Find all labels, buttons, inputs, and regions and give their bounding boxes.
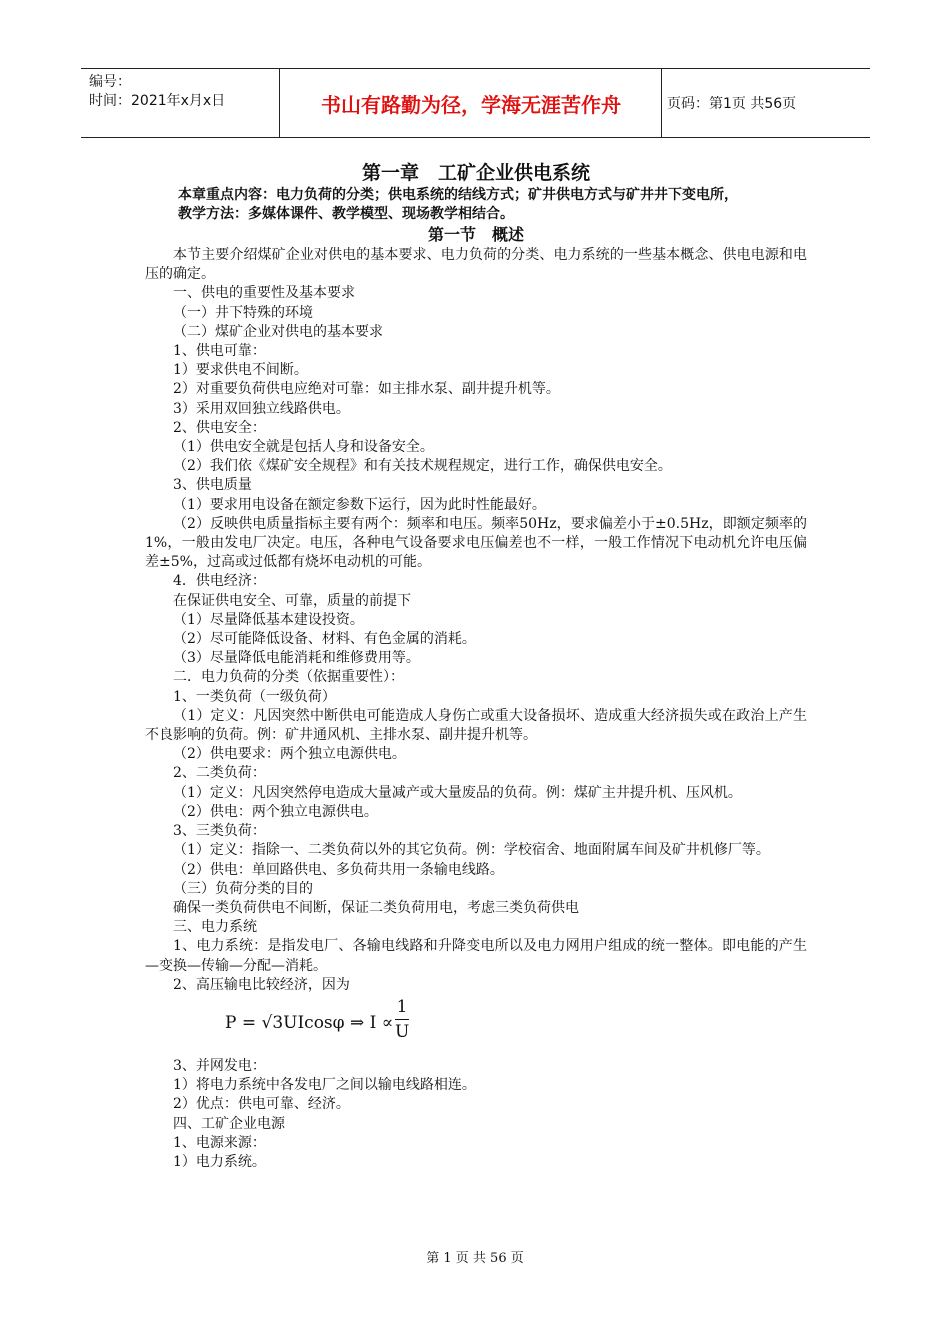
paragraph: （一）井下特殊的环境 (173, 304, 313, 321)
chapter-title: 第一章 工矿企业供电系统 (361, 162, 590, 184)
formula-expression: P = √3UIcosφ ⇒ I ∝ (225, 1012, 394, 1033)
paragraph: 本节主要介绍煤矿企业对供电的基本要求、电力负荷的分类、电力系统的一些基本概念、供电电源和电压的确定。 (145, 247, 807, 283)
paragraph: 3）采用双回独立线路供电。 (173, 400, 350, 417)
paragraph: （2）供电：两个独立电源供电。 (173, 803, 378, 820)
key-points: 本章重点内容：电力负荷的分类；供电系统的结线方式；矿井供电方式与矿井井下变电所， (178, 187, 738, 203)
paragraph: （3）尽量降低电能消耗和维修费用等。 (173, 650, 420, 667)
time-label: 时间：2021年x月x日 (89, 93, 226, 109)
formula-numerator: 1 (396, 996, 408, 1017)
paragraph: （2）尽可能降低设备、材料、有色金属的消耗。 (173, 631, 476, 648)
paragraph: 3、供电质量 (173, 477, 252, 494)
paragraph-list (145, 246, 807, 995)
paragraph: （2）供电：单回路供电、多负荷共用一条输电线路。 (173, 861, 504, 878)
paragraph: 1）将电力系统中各发电厂之间以输电线路相连。 (173, 1077, 476, 1094)
paragraph: 3、并网发电： (173, 1057, 266, 1074)
paragraph: （1）定义：指除一、二类负荷以外的其它负荷。例：学校宿舍、地面附属车间及矿井机修厂等。 (173, 842, 770, 859)
power-formula (145, 995, 807, 1057)
paragraph: 1、一类负荷（一级负荷） (173, 688, 336, 705)
paragraph: （1）定义：凡因突然停电造成大量减产或大量废品的负荷。例：煤矿主井提升机、压风机。 (173, 784, 742, 801)
paragraph: 四、工矿企业电源 (173, 1115, 285, 1132)
paragraph: （2）我们依《煤矿安全规程》和有关技术规程规定，进行工作，确保供电安全。 (173, 458, 672, 475)
teaching-method: 教学方法：多媒体课件、教学模型、现场教学相结合。 (178, 206, 514, 222)
page-header (81, 68, 870, 138)
paragraph: 2、供电安全： (173, 419, 266, 436)
document-body (145, 160, 807, 1172)
formula-denominator: U (395, 1021, 410, 1042)
paragraph: （2）供电要求：两个独立电源供电。 (173, 746, 406, 763)
page-footer: 第 1 页 共 56 页 (426, 1251, 524, 1266)
paragraph: 1、电源来源： (173, 1134, 266, 1151)
header-motto: 书山有路勤为径，学海无涯苦作舟 (281, 69, 662, 137)
paragraph: 确保一类负荷供电不间断，保证二类负荷用电，考虑三类负荷供电 (173, 899, 579, 916)
section-title: 第一节 概述 (427, 225, 524, 244)
paragraph: 在保证供电安全、可靠，质量的前提下 (173, 592, 411, 609)
paragraph: 2）优点：供电可靠、经济。 (173, 1096, 350, 1113)
paragraph: （1）供电安全就是包括人身和设备安全。 (173, 439, 434, 456)
paragraph: （1）尽量降低基本建设投资。 (173, 611, 364, 628)
paragraph: （2）反映供电质量指标主要有两个：频率和电压。频率50Hz，要求偏差小于±0.5Hz，即额定频率的1%，一般由发电厂决定。电压，各种电气设备要求电压偏差也不一样，一般工作情况下电动机允许电压偏差±5%，过高或过低都有烧坏电动机的可能。 (145, 515, 807, 571)
paragraph: 2、二类负荷： (173, 765, 266, 782)
formula-fraction (395, 995, 409, 1044)
header-meta (81, 69, 280, 137)
paragraph: （1）要求用电设备在额定参数下运行，因为此时性能最好。 (173, 496, 546, 513)
paragraph: 1、电力系统：是指发电厂、各输电线路和升降变电所以及电力网用户组成的统一整体。即电能的产生—变换—传输—分配—消耗。 (145, 938, 807, 974)
paragraph: 1）电力系统。 (173, 1153, 266, 1170)
paragraph: 4．供电经济： (173, 573, 266, 590)
paragraph: 二．电力负荷的分类（依据重要性）： (173, 669, 404, 686)
paragraph: 2、高压输电比较经济，因为 (173, 976, 350, 993)
paragraph: 一、供电的重要性及基本要求 (173, 285, 355, 302)
paragraph: （二）煤矿企业对供电的基本要求 (173, 323, 383, 340)
paragraph: 1、供电可靠： (173, 343, 266, 360)
paragraph: 1）要求供电不间断。 (173, 362, 308, 379)
number-label: 编号： (89, 74, 131, 90)
paragraph: （三）负荷分类的目的 (173, 880, 313, 897)
paragraph: 三、电力系统 (173, 919, 257, 936)
paragraph: 2）对重要负荷供电应绝对可靠：如主排水泵、副井提升机等。 (173, 381, 560, 398)
paragraph: 3、三类负荷： (173, 823, 266, 840)
paragraph: （1）定义：凡因突然中断供电可能造成人身伤亡或重大设备损坏、造成重大经济损失或在政治上产生不良影响的负荷。例：矿井通风机、主排水泵、副井提升机等。 (145, 707, 807, 744)
paragraph-list-after (145, 1057, 807, 1172)
header-page-info: 页码：第1页 共56页 (667, 96, 797, 112)
